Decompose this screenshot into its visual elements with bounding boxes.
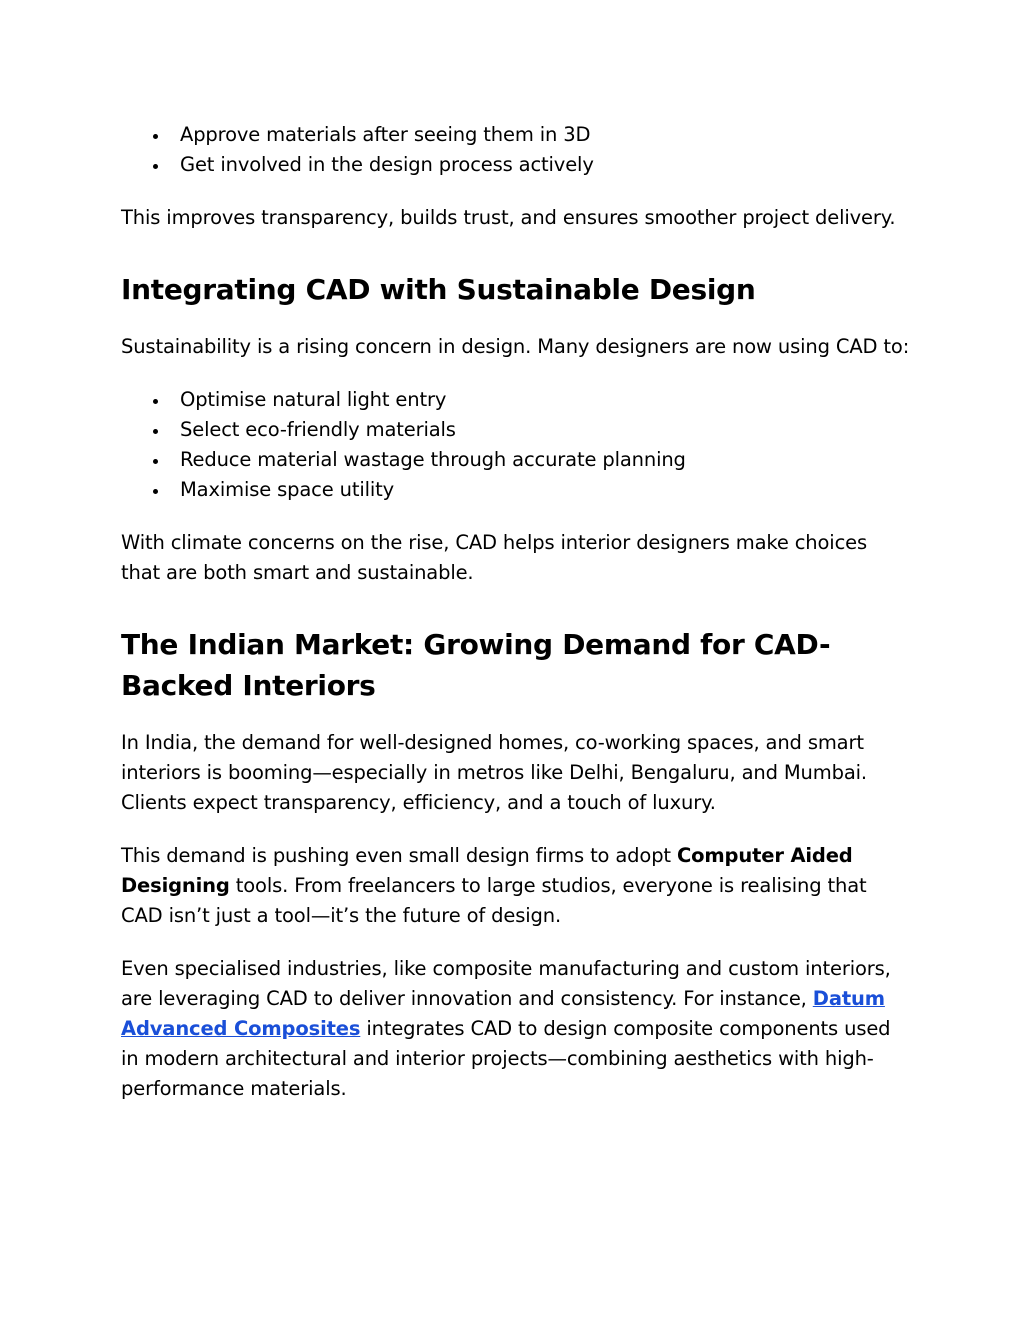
paragraph-transparency: This improves transparency, builds trust, and ensures smoother project delivery. (121, 206, 896, 229)
paragraph-specialised-industries (121, 954, 911, 1104)
link-datum-advanced-composites[interactable]: Datum Advanced Composites (121, 987, 885, 1040)
bullet-list-approvals (121, 120, 911, 180)
paragraph-climate: With climate concerns on the rise, CAD helps interior designers make choices that are both smart and sustainable. (121, 531, 867, 584)
heading-indian-market: The Indian Market: Growing Demand for CAD-Backed Interiors (121, 628, 831, 702)
text-run: This demand is pushing even small design firms to adopt (121, 844, 677, 867)
bullet-list-sustainability (121, 385, 911, 505)
paragraph-sustainability: Sustainability is a rising concern in design. Many designers are now using CAD to: (121, 335, 910, 358)
bold-term-computer-aided-designing: Computer Aided Designing (121, 844, 853, 897)
text-run: tools. From freelancers to large studios, everyone is realising that CAD isn’t just a tool—it’s the future of design. (121, 874, 867, 927)
list-item: Get involved in the design process actively (121, 150, 911, 180)
list-item: Reduce material wastage through accurate planning (121, 445, 911, 475)
list-item: Optimise natural light entry (121, 385, 911, 415)
document-page (121, 120, 911, 1104)
paragraph-india-demand: In India, the demand for well-designed homes, co-working spaces, and smart interiors is booming—especially in metros like Delhi, Bengaluru, and Mumbai. Clients expect transparency, efficiency, and a touch of luxury. (121, 731, 867, 814)
text-run: integrates CAD to design composite components used in modern architectural and interior projects—combining aesthetics with high-performance materials. (121, 1017, 891, 1100)
text-run: Even specialised industries, like composite manufacturing and custom interiors, are leveraging CAD to deliver innovation and consistency. For instance, (121, 957, 891, 1010)
heading-sustainable-design: Integrating CAD with Sustainable Design (121, 273, 756, 306)
list-item: Maximise space utility (121, 475, 911, 505)
list-item: Select eco-friendly materials (121, 415, 911, 445)
list-item: Approve materials after seeing them in 3D (121, 120, 911, 150)
paragraph-small-firms (121, 841, 911, 931)
